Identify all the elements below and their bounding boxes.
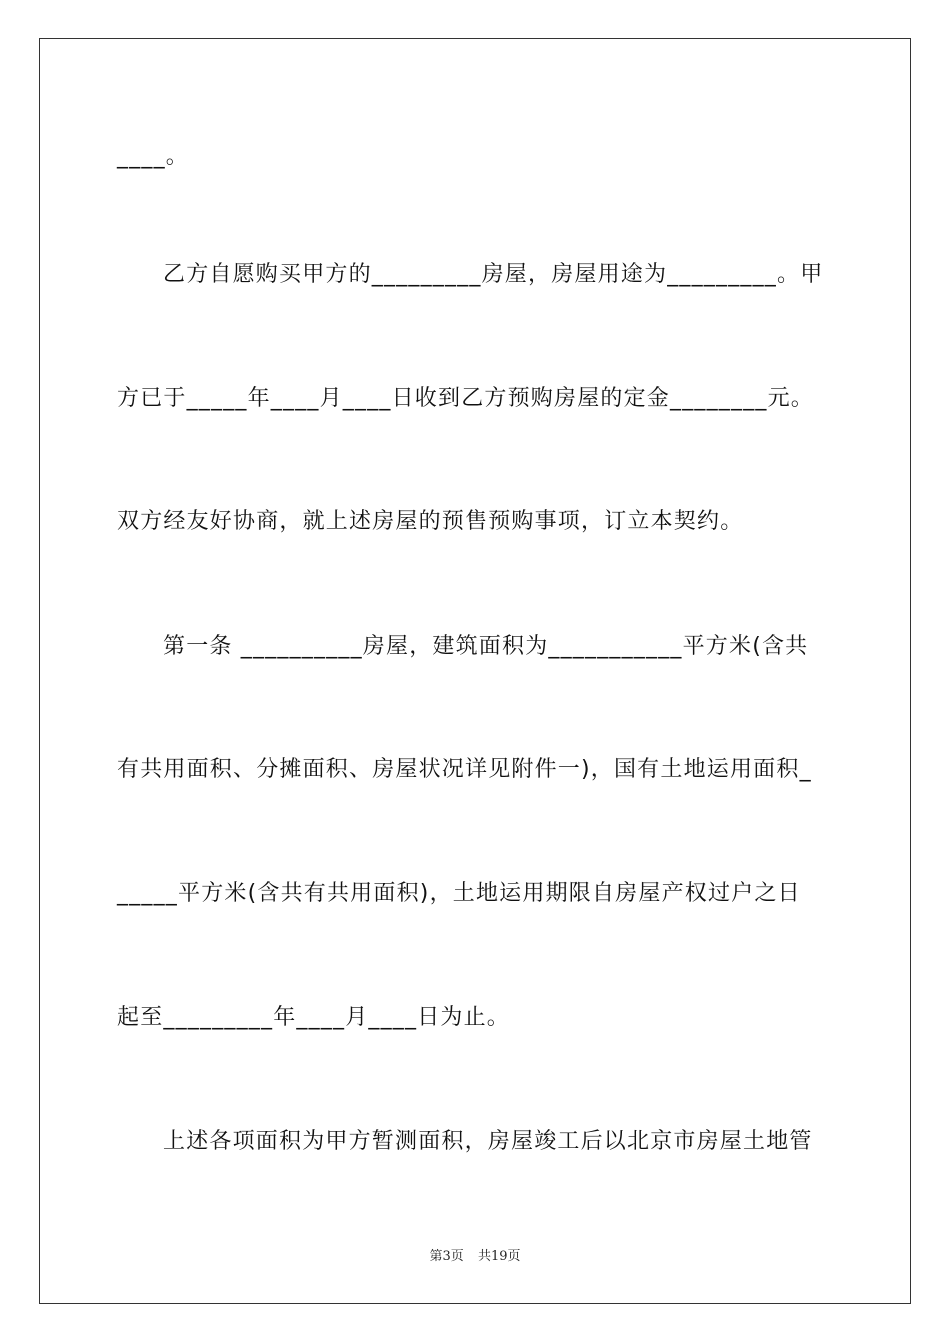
page-number: 第3页	[429, 1249, 464, 1264]
text-line-2: 乙方自愿购买甲方的_________房屋，房屋用途为_________。甲	[163, 262, 824, 287]
text-line-1: ____。	[117, 144, 190, 169]
page-total: 共19页	[477, 1249, 521, 1264]
page-footer	[0, 1245, 950, 1264]
text-line-4: 双方经友好协商，就上述房屋的预售预购事项，订立本契约。	[117, 509, 744, 534]
text-line-3: 方已于_____年____月____日收到乙方预购房屋的定金________元。	[117, 386, 815, 411]
text-line-7: _____平方米(含共有共用面积)，土地运用期限自房屋产权过户之日	[117, 881, 801, 906]
text-line-5: 第一条 __________房屋，建筑面积为___________平方米(含共	[163, 634, 809, 659]
text-line-8: 起至_________年____月____日为止。	[117, 1005, 511, 1030]
text-line-9: 上述各项面积为甲方暂测面积，房屋竣工后以北京市房屋土地管	[163, 1129, 813, 1154]
text-line-6: 有共用面积、分摊面积、房屋状况详见附件一)，国有土地运用面积_	[117, 757, 812, 782]
page-border	[39, 38, 911, 1304]
